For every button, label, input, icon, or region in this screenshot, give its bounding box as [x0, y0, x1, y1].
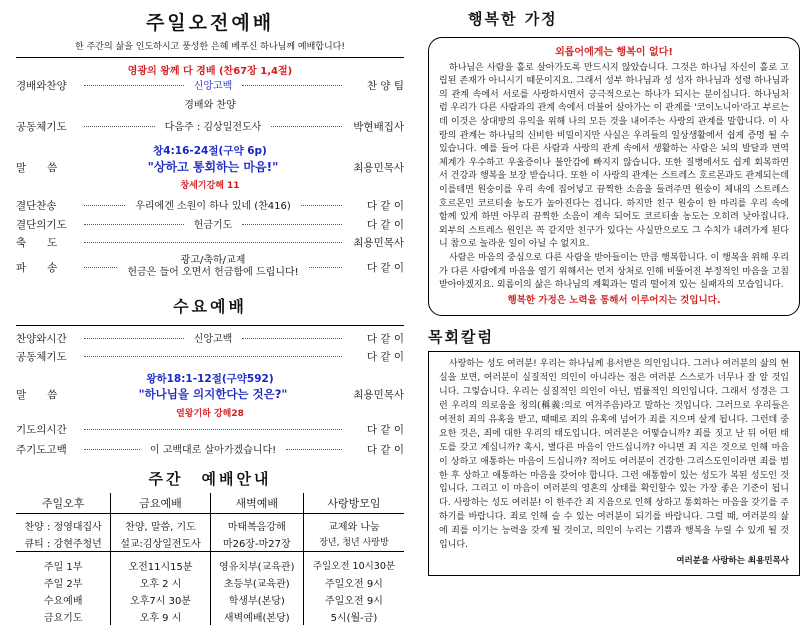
order-label: 파 송 [16, 261, 58, 274]
order-item: 이 고백대로 살아가겠습니다! [149, 445, 277, 456]
cell: 초등부(교육관) [210, 574, 303, 591]
column-header: 주일오후 [16, 493, 111, 514]
order-leader: 최용민목사 [353, 389, 404, 401]
order-label: 기도의시간 [16, 424, 67, 436]
cell: 마26장-마27장 [210, 534, 303, 552]
table-row [16, 591, 404, 608]
order-row [16, 77, 404, 96]
cell: 주일 2부 [43, 579, 83, 590]
cell: 학생부(본당) [210, 591, 303, 608]
sermon-block [16, 143, 404, 191]
column-text: 사랑하는 성도 여러분! 우리는 하나님께 용서받은 의인입니다. 그러나 여러분의 삶의 현실을 보면, 여러분이 실질적인 의인이 아니라는 점은 여러분 스스로가 너무나 잘 알 것입니다. 그렇습니다. 우리는 실질적인 의인이 아닌, 법률적인 의인입니다. 그래서 성경은 그런 우리의 의로움을 칭의(稱義:의로 여겨주음)라고 말하는 것입니다. 그러므로 우리들은 여전히 죄의 유혹을 받고, 때때로 죄의 유혹에 넘어가 죄를 지으며 살게 됩니다. 그런데 중요한 것은, 죄에 대한 우리의 태도입니다. 여러분은 어떻습니까? 죄를 짓고 난 뒤 어떤 태도를 갖고 계십니까? 혹시, 별다른 마음이 안드십니까? 아니면 죄 지은 것으로 인해 마음이 상하고 애통하는 마음이 드십니까? 적어도 여러분이 건강한 그리스도인이라면 죄를 범한 후 상하고 애통하는 마음을 갖어야 합니다. 그런 애통함이 있는 성도가 복된 성도인 것입니다. 그리고 이 마음이 여러분의 영혼의 상태를 확인할수 있는 가장 좋은 기준이 됩니다. 사랑하는 성도 여러분! 이 한주간 죄 지음으로 인해 상하고 통회하는 마음을 갖기를 주하기를 바랍니다. 죄로 인해 슬 수 있는 여러분이 되기를 바랍니다. 그럴 때, 여러분의 삶에 죄를 이기는 능력을 갖게 될 것이고, 의인이 누리는 기쁨과 행복을 누릴 수 있게 될 것입니다. [439, 359, 789, 551]
order-label: 말 씀 [16, 389, 58, 401]
send-notes [121, 255, 304, 279]
cell: 주일오전 9시 [303, 574, 404, 591]
order-subitem: 경배와 찬양 [184, 100, 236, 111]
order-item: 우리에겐 소원이 하나 있네 (찬416) [135, 201, 291, 212]
order-leader: 다 같 이 [366, 444, 405, 456]
table-row [16, 574, 404, 591]
articles-column [428, 8, 800, 620]
table-row [16, 608, 404, 625]
order-label: 축 도 [16, 237, 58, 249]
order-row [16, 386, 404, 406]
order-label: 공동체기도 [16, 351, 67, 363]
morning-title: 주일오전예배 [145, 12, 275, 34]
send-note-1: 광고/축하/교제 [180, 255, 246, 266]
order-leader: 최용민목사 [353, 237, 404, 249]
sermon-reference: 왕하18:1-12절(구약592) [146, 373, 274, 385]
order-row [16, 349, 404, 368]
cell: 오후7시 30분 [111, 591, 210, 608]
cell: 오전11시15분 [111, 552, 210, 575]
weekly-title: 주간 예배안내 [148, 470, 272, 488]
cell: 수요예배 [43, 596, 83, 607]
cell: 오후 9 시 [111, 608, 210, 625]
column-header: 사랑방모임 [303, 493, 404, 514]
column-header: 금요예배 [111, 493, 210, 514]
cell: 교제와 나눔 [303, 514, 404, 535]
order-leader: 다 같 이 [366, 261, 405, 274]
order-label: 말 씀 [16, 162, 58, 174]
order-leader: 다 같 이 [366, 219, 405, 231]
order-label: 결단찬송 [16, 200, 57, 212]
sermon-series: 창세기강해 11 [180, 181, 240, 191]
sermon-title: "상하고 통회하는 마음!" [147, 160, 279, 174]
order-row [16, 235, 404, 254]
cell: 주일오전 9시 [303, 591, 404, 608]
order-label: 결단의기도 [16, 219, 67, 231]
order-item: 헌금기도 [193, 220, 233, 231]
divider [16, 57, 404, 58]
order-label: 주기도고백 [16, 444, 67, 456]
wednesday-sermon [16, 371, 404, 419]
order-label: 경배와찬양 [16, 80, 67, 92]
morning-subtitle: 한 주간의 삶을 인도하시고 풍성한 은혜 베푸신 하나님께 예배합니다! [75, 42, 345, 52]
opening-hymn: 영광의 왕께 다 경배 (찬67장 1,4절) [127, 66, 293, 77]
pastor-column-article [428, 351, 800, 576]
worship-column [16, 8, 405, 624]
cell: 주일 1부 [16, 552, 111, 575]
order-row [16, 254, 404, 280]
sermon-title: "하나님을 의지한다는 것은?" [138, 387, 288, 401]
family-box-footer: 행복한 가정은 노력을 통해서 이루어지는 것입니다. [507, 294, 721, 306]
order-leader: 다 같 이 [366, 200, 404, 212]
cell: 주일오전 10시30분 [303, 552, 404, 575]
family-article [428, 37, 800, 316]
sermon-series: 열왕기하 강해28 [176, 409, 244, 419]
order-row [16, 158, 404, 178]
table-row [16, 534, 404, 552]
order-leader: 최용민목사 [353, 162, 404, 174]
order-item: 신앙고백 [193, 334, 233, 345]
order-leader: 다 같 이 [366, 333, 405, 345]
order-label: 찬양와시간 [16, 333, 67, 345]
table-row [16, 514, 404, 535]
wednesday-title: 수요예배 [173, 297, 247, 316]
cell: 찬양 : 정영대집사 [24, 522, 102, 533]
cell: 큐티 : 강현주청년 [24, 539, 102, 550]
cell: 영유치부(교육관) [210, 552, 303, 575]
order-item: 신앙고백 [193, 81, 233, 92]
order-leader: 다 같 이 [366, 424, 404, 436]
cell: 오후 2 시 [111, 574, 210, 591]
order-row [16, 216, 404, 235]
send-note-2: 헌금은 들어 오면서 헌금함에 드립니다! [127, 267, 299, 278]
cell: 마태복음강해 [210, 514, 303, 535]
order-leader: 찬 양 팀 [366, 80, 405, 92]
column-signature: 여러분을 사랑하는 최용민목사 [676, 555, 789, 566]
family-box-title: 외롭어에게는 행복이 없다! [555, 47, 673, 58]
order-row [16, 441, 404, 460]
cell: 장년, 청년 사랑방 [303, 534, 404, 552]
family-paragraph: 사람은 마음의 중심으로 다른 사람을 받아들이는 만큼 행복합니다. 이 행복을 위해 우리가 다른 사람에게 마음을 열기 위해서는 먼저 상처로 인해 비뚤어진 부정적인 마음을 고침 받아야겠지요. 외롭이의 삶은 하나님의 계획과는 멀리 떨어져 있는 실패자의 모습입니다. [439, 252, 789, 291]
table-row [16, 552, 404, 575]
order-row [16, 330, 404, 349]
cell: 5시(월-금) [303, 608, 404, 625]
order-row [16, 118, 404, 137]
family-paragraph: 하나님은 사람을 홀로 살아가도록 만드시지 않았습니다. 그것은 하나님 자신이 홀로 고립된 존재가 아니시기 때문이지요. 그래서 성부 하나님과 성 성자 하나님과 성령 하나님과의 관계 속에서 서로를 사랑하시면서 긍극적으로는 하나가 되시는 분이십니다. 하나님처럼 우리가 다른 사람과의 관계 속에서 더불어 살아가는 이 관계를 '코이노니아'라고 부르는데 이것은 상대방의 유익을 위해 나의 모든 것을 내어주는 사랑의 관계를 말합니다. 이 사랑의 관계는 하나님의 신비한 비밀이지만 사실은 우리들의 일상생활에서 쉽게 증명 될 수 있습니다. 예를 들어 다른 사람과 사랑의 관계 속에서 생활하는 사람은 뇌의 발달과 면역체계가 우수하고 우울증이나 불안감에 빠지지 않습니다. 또한 질병에서도 쉽게 회복하면서 건강과 행복을 보장 받습니다. 또한 이 사랑의 관계는 스트레스 호르몬과도 관계되는데 이를테면 원숭이를 우리 속에 집어넣고 끔찍한 소음을 들려주면 원숭이 체내의 스트레스 호르몬인 코르티솔 농도가 높아진다는 겁니다. 하지만 친구 원숭이 한 마리를 우리 속에 함께 있게 하면 아무리 끔찍한 소음이 계속 되어도 코르티솔 농도는 오히려 낮아집니다. 외부의 스트레스 원인은 꼭 같지만 친구가 있다는 사실만으로도 그 수치가 내려가게 된다니 참으로 놀라운 일이 아닐 수 없지요. [439, 62, 789, 250]
order-label: 공동체기도 [16, 121, 67, 133]
divider [16, 325, 404, 326]
column-header: 새벽예배 [210, 493, 303, 514]
weekly-schedule-table [16, 493, 404, 625]
cell: 금요기도 [43, 613, 83, 624]
order-leader: 박현배집사 [353, 121, 405, 133]
order-row [16, 422, 404, 441]
cell: 설교:김상일전도사 [111, 534, 210, 552]
order-leader: 다 같 이 [366, 351, 404, 363]
sermon-reference: 창4:16-24절(구약 6p) [153, 145, 267, 157]
cell: 새벽예배(본당) [210, 608, 303, 625]
cell: 찬양, 말씀, 기도 [111, 514, 210, 535]
column-title: 목회칼럼 [428, 328, 494, 347]
order-row [16, 197, 404, 216]
order-item: 다음주 : 김상일전도사 [164, 122, 262, 133]
family-title: 행복한 가정 [468, 10, 558, 28]
